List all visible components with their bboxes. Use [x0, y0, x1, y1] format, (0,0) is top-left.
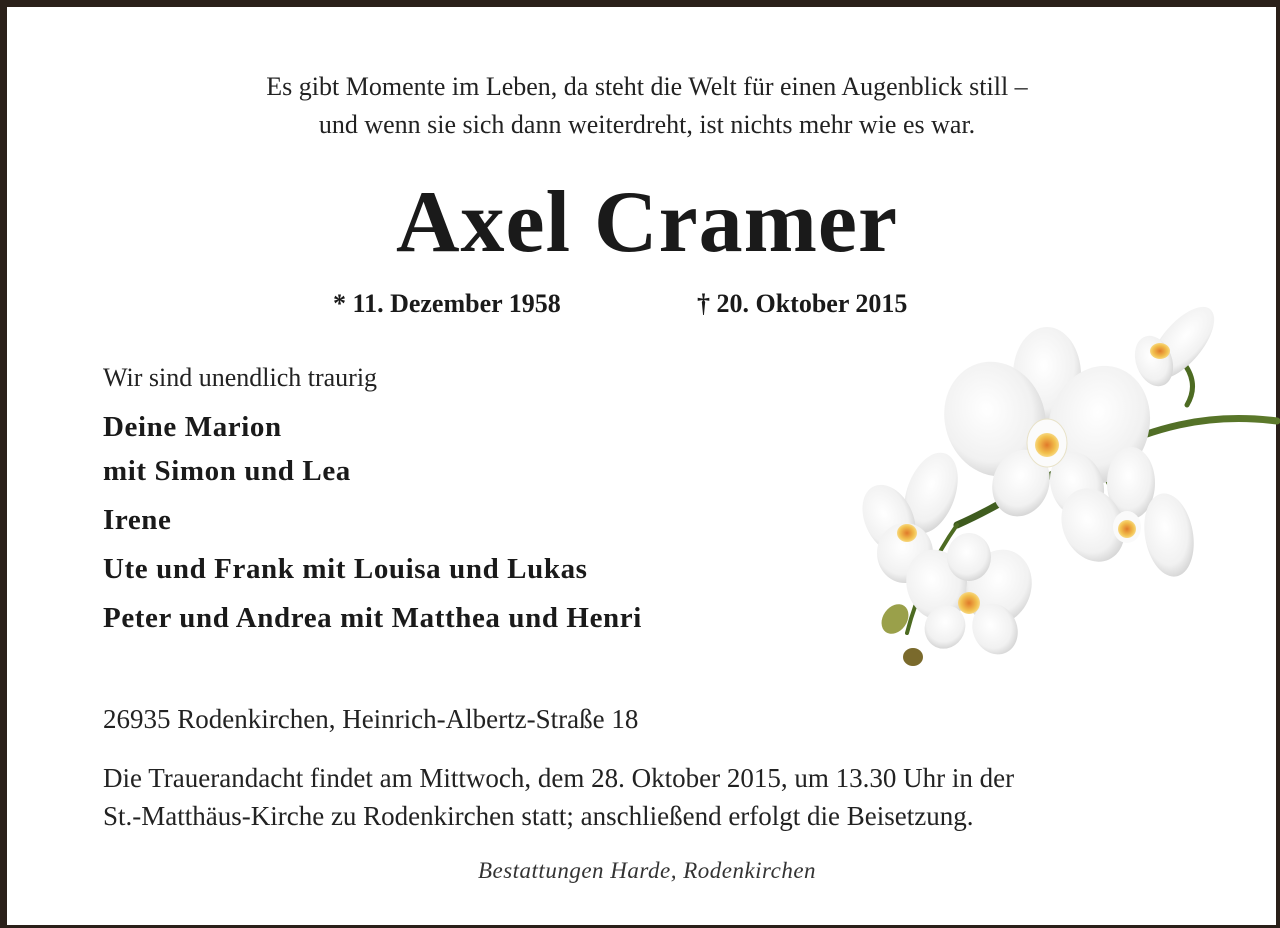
mourning-intro: Wir sind unendlich traurig: [103, 363, 378, 392]
orchid-image: [847, 293, 1280, 677]
birth-date: * 11. Dezember 1958: [333, 289, 561, 318]
undertaker-credit: Bestattungen Harde, Rodenkirchen: [477, 858, 817, 883]
service-announcement: [103, 759, 1223, 835]
mourner-line: Peter und Andrea mit Matthea und Henri: [103, 602, 642, 634]
mourner-line: Deine Marion: [103, 411, 282, 443]
service-line-1: Die Trauerandacht findet am Mittwoch, dem 28. Oktober 2015, um 13.30 Uhr in der: [103, 763, 1015, 793]
mourner-line: mit Simon und Lea: [103, 455, 351, 487]
death-date: † 20. Oktober 2015: [697, 289, 908, 318]
service-line-2: St.-Matthäus-Kirche zu Rodenkirchen statt; anschließend erfolgt die Beisetzung.: [103, 801, 974, 831]
mourner-line: Irene: [103, 504, 172, 536]
family-address: 26935 Rodenkirchen, Heinrich-Albertz-Straße 18: [103, 704, 639, 734]
memorial-quote: [7, 68, 1280, 144]
quote-line-1: Es gibt Momente im Leben, da steht die Welt für einen Augenblick still –: [266, 72, 1028, 101]
quote-line-2: und wenn sie sich dann weiterdreht, ist nichts mehr wie es war.: [318, 110, 976, 139]
deceased-name: Axel Cramer: [395, 174, 899, 271]
mourner-line: Ute und Frank mit Louisa und Lukas: [103, 553, 588, 585]
